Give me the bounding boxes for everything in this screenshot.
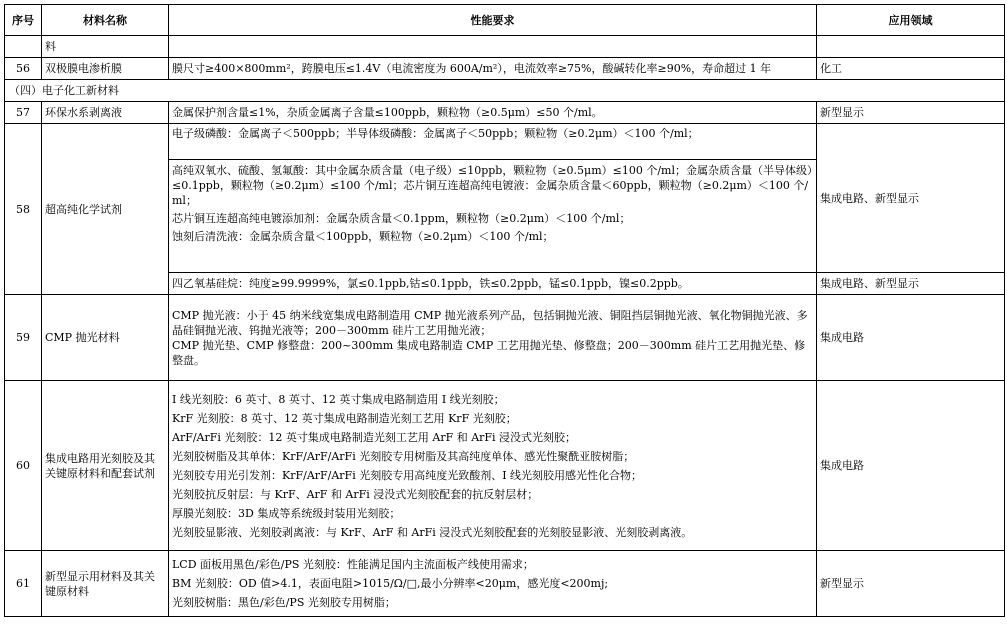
perf-line: 厚膜光刻胶：3D 集成等系统级封装用光刻胶； [172,506,401,520]
cell-app: 集成电路、新型显示 [817,273,1005,295]
cell-perf: 四乙氧基硅烷：纯度≥99.9999%，氯≤0.1ppb,钴≤0.1ppb，铁≤0.2ppb，锰≤0.1ppb，镍≤0.2ppb。 [169,273,817,295]
perf-line: KrF 光刻胶：8 英寸、12 英寸集成电路制造光刻工艺用 KrF 光刻胶； [172,411,517,425]
table-row-57 [5,102,1005,124]
section-row [5,80,1005,102]
perf-line: 蚀刻后清洗液：金属杂质含量＜100ppb，颗粒物（≥0.2μm）＜100 个/ml； [172,230,554,243]
header-app: 应用领域 [817,5,1005,36]
header-no: 序号 [5,5,42,36]
cell-name: 环保水系剥离液 [42,102,169,124]
perf-line: BM 光刻胶：OD 值>4.1，表面电阻>1015/Ω/□,最小分辨率<20μm，感光度<200mj; [172,577,609,590]
cell-perf: 膜尺寸≥400×800mm²，跨膜电压≤1.4V（电流密度为 600A/m²），电流效率≥75%，酸碱转化率≥90%，寿命超过 1 年 [169,58,817,80]
perf-line: 光刻胶树脂：黑色/彩色/PS 光刻胶专用树脂； [172,596,396,609]
header-name: 材料名称 [42,5,169,36]
perf-line: ArF/ArFi 光刻胶：12 英寸集成电路制造光刻工艺用 ArF 和 ArFi 浸没式光刻胶； [172,430,577,444]
cell-no: 57 [5,102,42,124]
perf-line: 光刻胶专用光引发剂：KrF/ArF/ArFi 光刻胶专用高纯度光致酸剂、I 线光刻胶用感光性化合物； [172,468,643,482]
cell-app: 集成电路、新型显示 [817,124,1005,273]
table-row-59 [5,295,1005,381]
table-row-61 [5,551,1005,617]
cell-no: 59 [5,295,42,381]
table-row-56 [5,58,1005,80]
cell-no: 56 [5,58,42,80]
cell-name: 超高纯化学试剂 [42,124,169,295]
cell-app: 集成电路 [817,381,1005,551]
cell-app: 新型显示 [817,102,1005,124]
perf-line: 光刻胶抗反射层：与 KrF、ArF 和 ArFi 浸没式光刻胶配套的抗反射层材； [172,487,539,501]
header-row [5,5,1005,36]
perf-line: 光刻胶显影液、光刻胶剥离液：与 KrF、ArF 和 ArFi 浸没式光刻胶配套的光刻胶显影液、光刻胶剥离液。 [172,525,693,539]
perf-line: LCD 面板用黑色/彩色/PS 光刻胶：性能满足国内主流面板产线使用需求； [172,558,534,571]
materials-table [4,4,1005,617]
cell-no: 61 [5,551,42,617]
cell-name: CMP 抛光材料 [42,295,169,381]
cell-name: 新型显示用材料及其关键原材料 [42,551,169,617]
cell-app: 化工 [817,58,1005,80]
cell-name: 料 [42,36,169,58]
table-row-60 [5,381,1005,551]
cell-app: 新型显示 [817,551,1005,617]
section-title: （四）电子化工新材料 [5,80,1005,102]
perf-line: CMP 抛光垫、CMP 修整盘：200~300mm 集成电路制造 CMP 工艺用抛光垫、修整盘；200－300mm 硅片工艺用抛光垫、修整盘。 [172,338,806,367]
cell-app [817,36,1005,58]
cell-name: 双极膜电渗析膜 [42,58,169,80]
cell-perf [169,36,817,58]
cell-perf [169,381,817,551]
table-row-continuation [5,36,1005,58]
cell-no [5,36,42,58]
table-row-58 [5,124,1005,273]
perf-line: I 线光刻胶：6 英寸、8 英寸、12 英寸集成电路制造用 I 线光刻胶； [172,392,505,406]
perf-line: 光刻胶树脂及其单体：KrF/ArF/ArFi 光刻胶专用树脂及其高纯度单体、感光性聚酰亚胺树脂； [172,449,635,463]
cell-app: 集成电路 [817,295,1005,381]
perf-line: CMP 抛光液：小于 45 纳米线宽集成电路制造用 CMP 抛光液系列产品，包括铜抛光液、铜阻挡层铜抛光液、氧化物铜抛光液、多晶硅铜抛光液、钨抛光液等；200－300mm 硅片工艺用抛光液； [172,308,808,337]
cell-perf [169,551,817,617]
perf-line: 电子级磷酸：金属离子＜500ppb；半导体级磷酸：金属离子＜50ppb；颗粒物（≥0.2μm）＜100 个/ml； [172,127,699,140]
cell-no: 58 [5,124,42,295]
header-perf: 性能要求 [169,5,817,36]
cell-no: 60 [5,381,42,551]
cell-perf [169,124,817,273]
perf-line: 芯片铜互连超高纯电镀添加剂：金属杂质含量＜0.1ppm，颗粒物（≥0.2μm）＜100 个/ml； [172,212,631,225]
cell-perf: 金属保护剂含量≤1%，杂质金属离子含量≤100ppb，颗粒物（≥0.5μm）≤50 个/ml。 [169,102,817,124]
cell-perf [169,295,817,381]
perf-line: 高纯双氧水、硫酸、氢氟酸：其中金属杂质含量（电子级）≤10ppb，颗粒物（≥0.5μm）≤100 个/ml；金属杂质含量（半导体级）≤0.1ppb，颗粒物（≥0.2μm）≤100 个/ml；芯片铜互连超高纯电镀液：金属杂质含量＜60ppb，颗粒物（≥0.2μm）＜100 个/ml； [169,159,816,208]
cell-name: 集成电路用光刻胶及其关键原材料和配套试剂 [42,381,169,551]
